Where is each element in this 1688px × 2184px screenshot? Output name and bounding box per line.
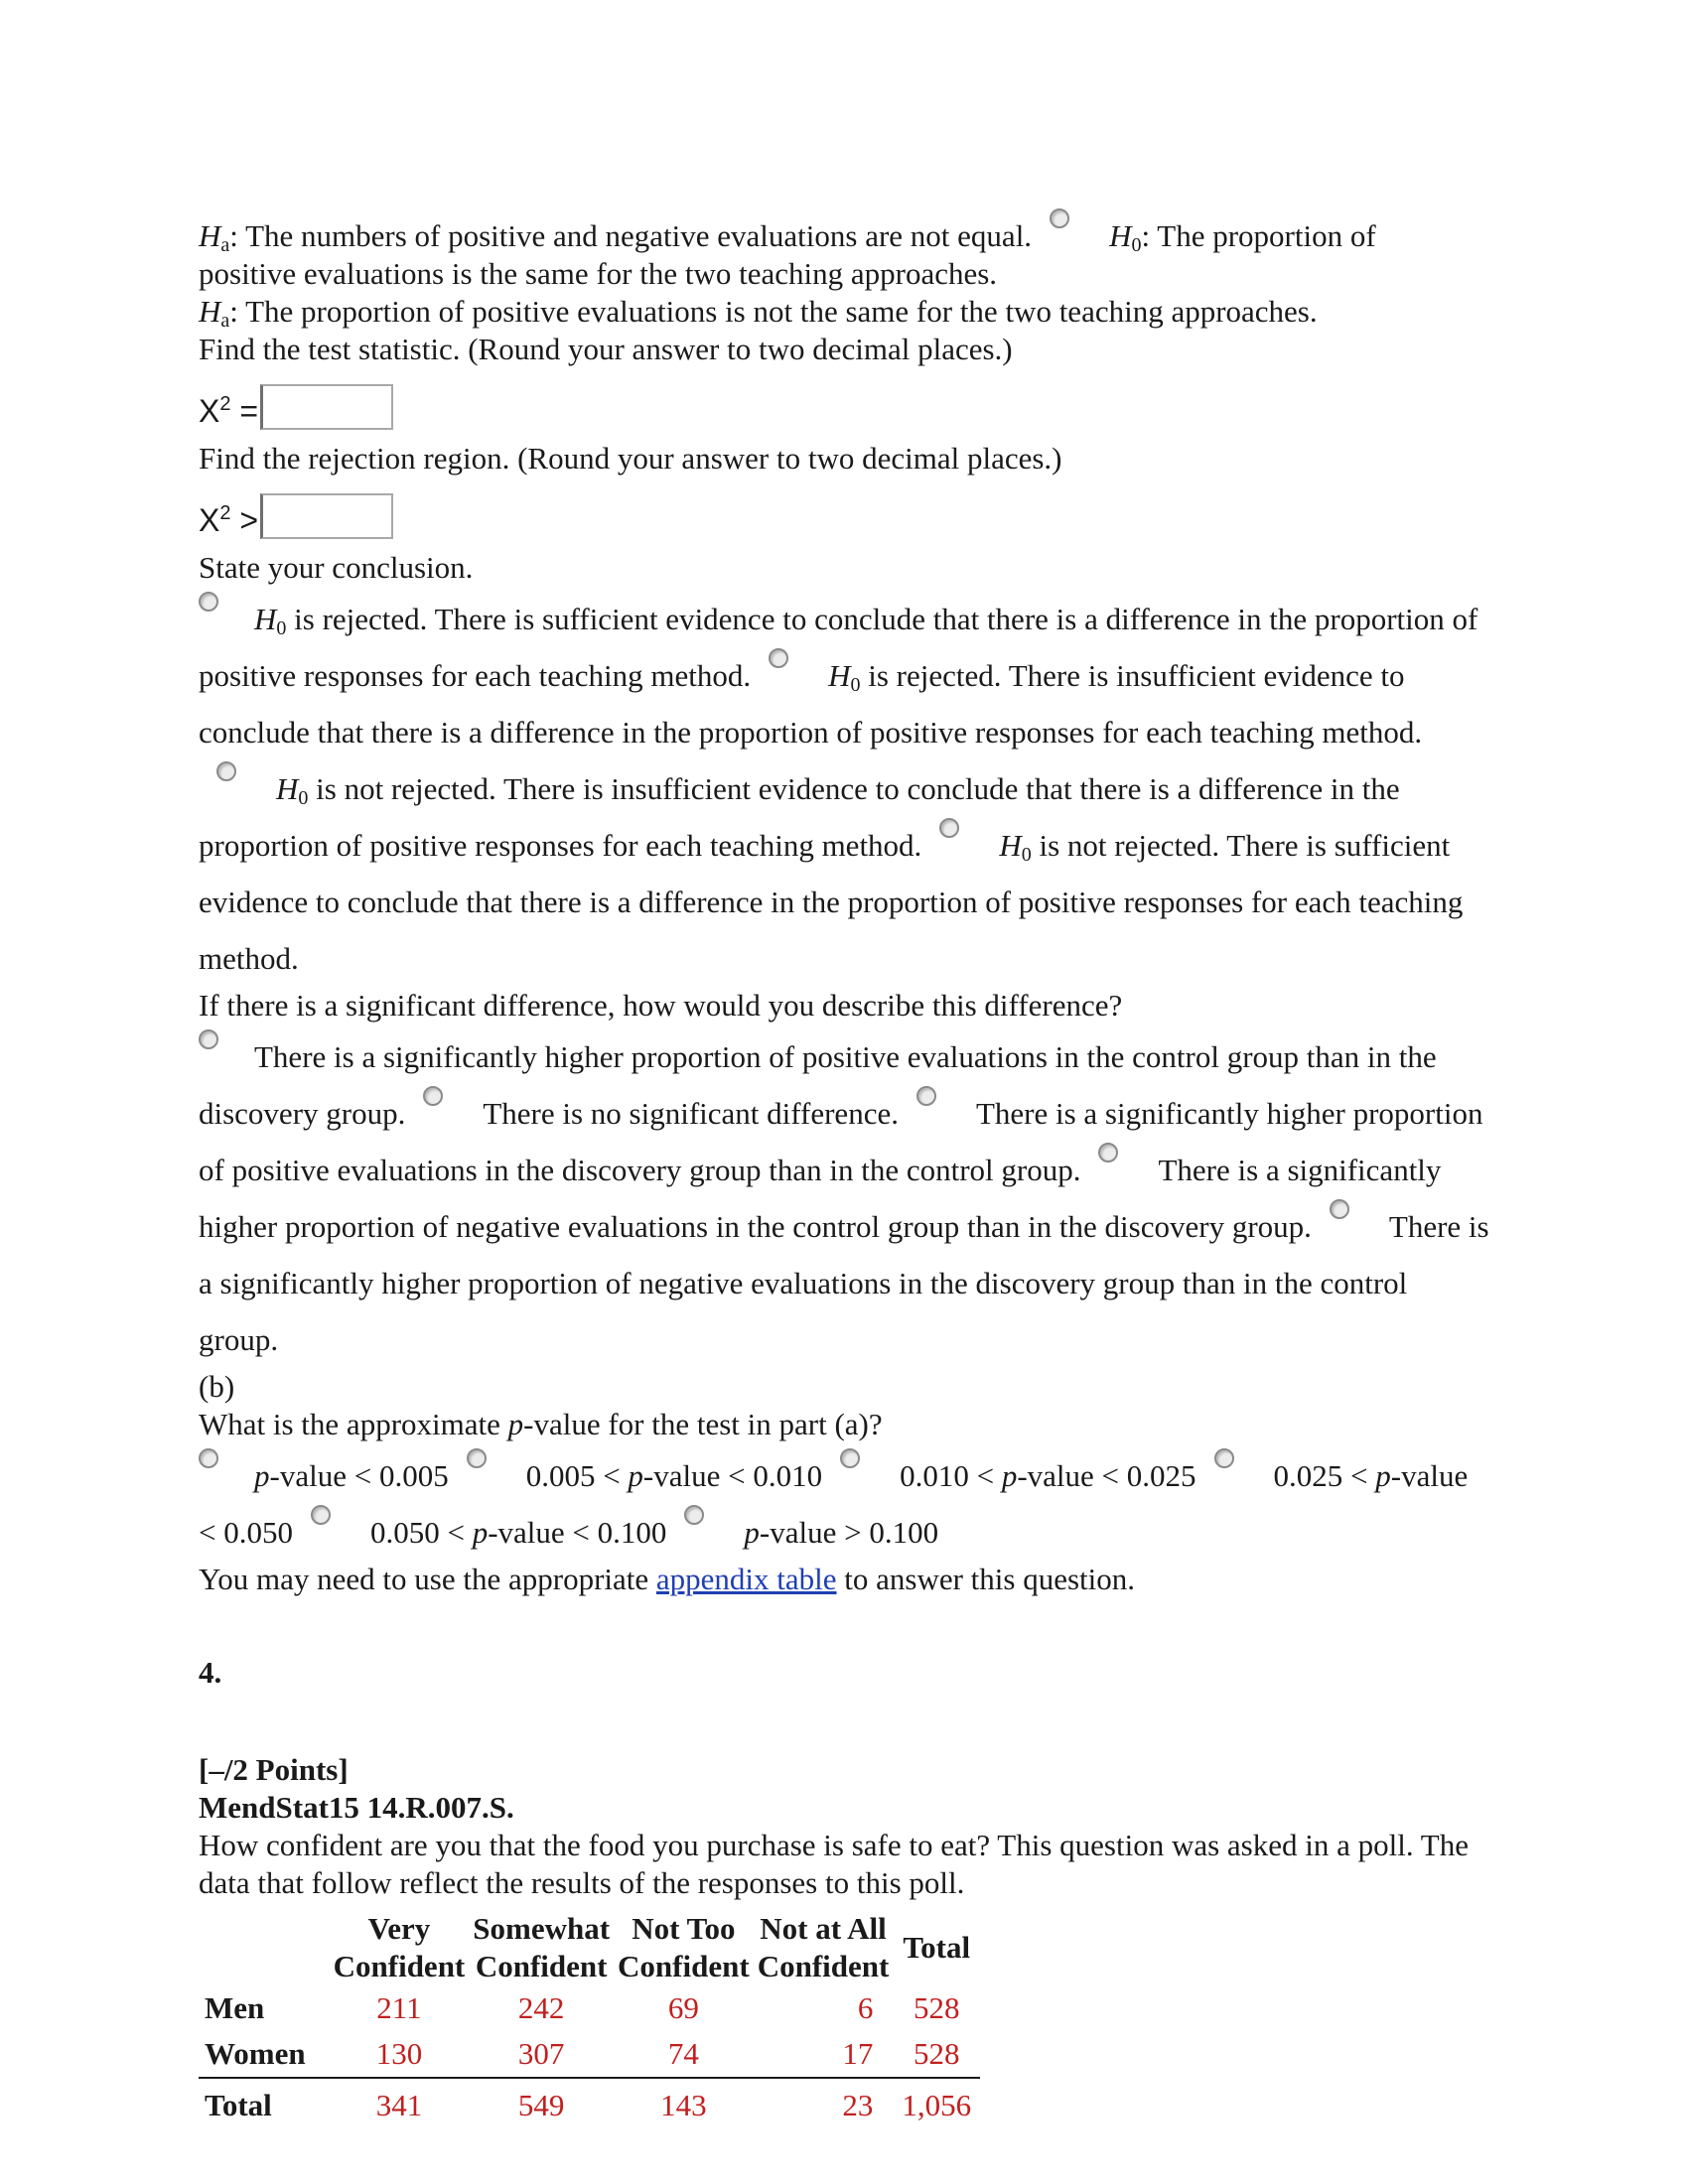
table-cell: 528: [913, 2036, 960, 2071]
p-symbol: p: [744, 1515, 760, 1550]
test-statistic-prompt: Find the test statistic. (Round your answer to two decimal places.): [199, 332, 1013, 366]
question-number: 4.: [199, 1655, 222, 1690]
h0-option-text: : The proportion of: [1141, 218, 1376, 253]
pvalue-option-6: -value > 0.100: [759, 1515, 939, 1550]
part-b-label: (b): [199, 1369, 235, 1404]
h0-subscript: 0: [276, 617, 287, 639]
pvalue-options: [199, 1447, 1489, 1561]
hypothesis-block: [199, 208, 1489, 331]
difference-option-3: There is a significantly higher proportion of positive evaluations in the discovery group than in the control group.: [199, 1096, 1483, 1187]
conclusion-prompt: State your conclusion.: [199, 550, 474, 585]
difference-radio-4[interactable]: [1098, 1143, 1118, 1162]
column-header-line1: Not Too: [632, 1911, 736, 1946]
table-cell: 242: [517, 1990, 565, 2025]
column-header: [330, 1910, 470, 1985]
column-header-line1: Not at All: [760, 1911, 887, 1946]
table-header-row: [199, 1910, 980, 1985]
p-symbol: p: [254, 1458, 270, 1493]
table-cell: 1,056: [893, 2078, 980, 2128]
problem-id: MendStat15 14.R.007.S.: [199, 1790, 514, 1825]
chi-square-label: X: [199, 502, 220, 538]
chi-square-sup: 2: [219, 393, 231, 415]
difference-option-1: There is a significantly higher proportion of positive evaluations in the control group than in the discovery group.: [199, 1039, 1437, 1131]
table-cell: 17: [842, 2036, 874, 2071]
pvalue-radio-4[interactable]: [1214, 1448, 1234, 1468]
greater-than-sign: >: [230, 502, 259, 538]
difference-radio-5[interactable]: [1330, 1199, 1349, 1219]
h0-symbol: H: [1109, 218, 1132, 253]
pvalue-radio-2[interactable]: [467, 1448, 487, 1468]
table-cell: 130: [375, 2036, 423, 2071]
h0-option-text-cont: positive evaluations is the same for the two teaching approaches.: [199, 256, 998, 291]
part-b-prompt-text: What is the approximate: [199, 1407, 508, 1441]
conclusion-options: [199, 591, 1489, 987]
column-header-line1: Total: [903, 1930, 971, 1965]
pvalue-option-4-pre: 0.025 <: [1273, 1458, 1376, 1493]
p-symbol: p: [1001, 1458, 1018, 1493]
column-header-line1: Somewhat: [473, 1911, 611, 1946]
conclusion-radio-1[interactable]: [199, 592, 218, 612]
ha-subscript: a: [220, 310, 230, 332]
table-cell: 23: [754, 2078, 894, 2128]
test-statistic-row: [199, 384, 1489, 430]
h0-subscript: 0: [1131, 234, 1142, 256]
difference-radio-1[interactable]: [199, 1029, 218, 1049]
conclusion-option-1: is rejected. There is sufficient evidence to conclude that there is a difference in the proportion of positive responses for each teaching method.: [199, 602, 1478, 693]
appendix-note: [199, 1561, 1489, 1598]
conclusion-radio-2[interactable]: [769, 648, 788, 668]
column-header: [469, 1910, 614, 1985]
difference-radio-2[interactable]: [423, 1086, 443, 1106]
ha-symbol: H: [199, 294, 221, 329]
hypothesis-radio[interactable]: [1050, 208, 1069, 228]
table-cell: 549: [469, 2078, 614, 2128]
data-table: [199, 1910, 980, 2128]
pvalue-option-5-pre: 0.050 <: [369, 1515, 473, 1550]
table-cell: 341: [330, 2078, 470, 2128]
column-header-line2: Confident: [475, 1949, 608, 1983]
ha-option-text: : The numbers of positive and negative evaluations are not equal.: [229, 218, 1033, 253]
points-label: [–/2 Points]: [199, 1752, 349, 1787]
row-header: Women: [205, 2036, 306, 2071]
appendix-note-text-cont: to answer this question.: [836, 1562, 1136, 1596]
column-header: [614, 1910, 754, 1985]
pvalue-option-2-pre: 0.005 <: [525, 1458, 629, 1493]
part-b-prompt: [199, 1406, 1489, 1443]
question-content: [199, 208, 1489, 2128]
difference-option-4: There is a significantly higher proportion of negative evaluations in the control group than in the discovery group.: [199, 1153, 1442, 1244]
column-header-line2: Confident: [618, 1949, 750, 1983]
p-symbol: p: [628, 1458, 643, 1493]
conclusion-option-4: is not rejected. There is sufficient evidence to conclude that there is a difference in the proportion of positive responses for each teaching method.: [199, 828, 1464, 976]
chi-square-sup: 2: [219, 502, 231, 524]
column-header-line2: Confident: [333, 1949, 466, 1983]
conclusion-radio-3[interactable]: [216, 761, 236, 781]
difference-prompt: If there is a significant difference, how would you describe this difference?: [199, 988, 1123, 1023]
equals-sign: =: [230, 393, 259, 429]
h0-symbol: H: [999, 828, 1022, 863]
ha-symbol: H: [199, 218, 221, 253]
table-row-total: [199, 2078, 980, 2128]
pvalue-option-5: -value < 0.100: [488, 1515, 667, 1550]
pvalue-option-2: -value < 0.010: [642, 1458, 823, 1493]
table-corner: [199, 1910, 330, 1985]
table-row: [199, 2031, 980, 2078]
pvalue-option-3-pre: 0.010 <: [900, 1458, 1002, 1493]
table-cell: 69: [667, 1990, 699, 2025]
pvalue-option-3: -value < 0.025: [1017, 1458, 1196, 1493]
ha-option-text: : The proportion of positive evaluations is not the same for the two teaching approaches.: [229, 294, 1318, 329]
pvalue-radio-6[interactable]: [684, 1505, 704, 1525]
p-symbol: p: [472, 1515, 489, 1550]
p-symbol: p: [1375, 1458, 1391, 1493]
appendix-table-link[interactable]: appendix table: [655, 1562, 837, 1596]
conclusion-option-2: is rejected. There is insufficient evidence to conclude that there is a difference in the proportion of positive responses for each teaching method.: [199, 658, 1423, 750]
rejection-region-row: [199, 493, 1489, 539]
table-cell: 307: [517, 2036, 565, 2071]
column-header: [893, 1910, 980, 1985]
h0-subscript: 0: [1021, 844, 1032, 866]
h0-symbol: H: [828, 658, 851, 693]
column-header: [754, 1910, 894, 1985]
conclusion-option-3: is not rejected. There is insufficient evidence to conclude that there is a difference in the proportion of positive responses for each teaching method.: [199, 771, 1400, 863]
column-header-line1: Very: [367, 1911, 431, 1946]
appendix-note-text: You may need to use the appropriate: [199, 1562, 656, 1596]
table-cell: 528: [913, 1990, 960, 2025]
table-cell: 74: [667, 2036, 699, 2071]
h0-subscript: 0: [850, 674, 861, 696]
part-b-prompt-text-cont: -value for the test in part (a)?: [523, 1407, 883, 1441]
row-header: Men: [205, 1990, 265, 2025]
rejection-region-input[interactable]: [260, 493, 393, 539]
table-cell: 6: [857, 1990, 874, 2025]
chi-square-label: X: [199, 393, 220, 429]
pvalue-radio-1[interactable]: [199, 1448, 218, 1468]
question-text: How confident are you that the food you purchase is safe to eat? This question was asked in a poll. The data that follow reflect the results of the responses to this poll.: [199, 1828, 1469, 1900]
test-statistic-input[interactable]: [260, 384, 393, 430]
column-header-line2: Confident: [757, 1949, 890, 1983]
row-header: Total: [199, 2078, 330, 2128]
ha-subscript: a: [220, 234, 230, 256]
pvalue-option-4: -value < 0.050: [199, 1458, 1469, 1550]
pvalue-radio-3[interactable]: [840, 1448, 860, 1468]
difference-radio-3[interactable]: [916, 1086, 936, 1106]
table-cell: 211: [376, 1990, 422, 2025]
pvalue-radio-5[interactable]: [311, 1505, 331, 1525]
h0-subscript: 0: [298, 787, 309, 809]
pvalue-option-1: -value < 0.005: [269, 1458, 449, 1493]
rejection-region-prompt: Find the rejection region. (Round your answer to two decimal places.): [199, 441, 1062, 476]
table-cell: 143: [614, 2078, 754, 2128]
conclusion-radio-4[interactable]: [939, 818, 959, 838]
difference-option-2: There is no significant difference.: [483, 1096, 899, 1131]
difference-options: [199, 1028, 1489, 1368]
h0-symbol: H: [276, 771, 299, 806]
h0-symbol: H: [254, 602, 277, 636]
difference-option-5: There is a significantly higher proportion of negative evaluations in the discovery group than in the control group.: [199, 1209, 1489, 1357]
table-row: [199, 1985, 980, 2031]
p-symbol: p: [507, 1407, 524, 1441]
